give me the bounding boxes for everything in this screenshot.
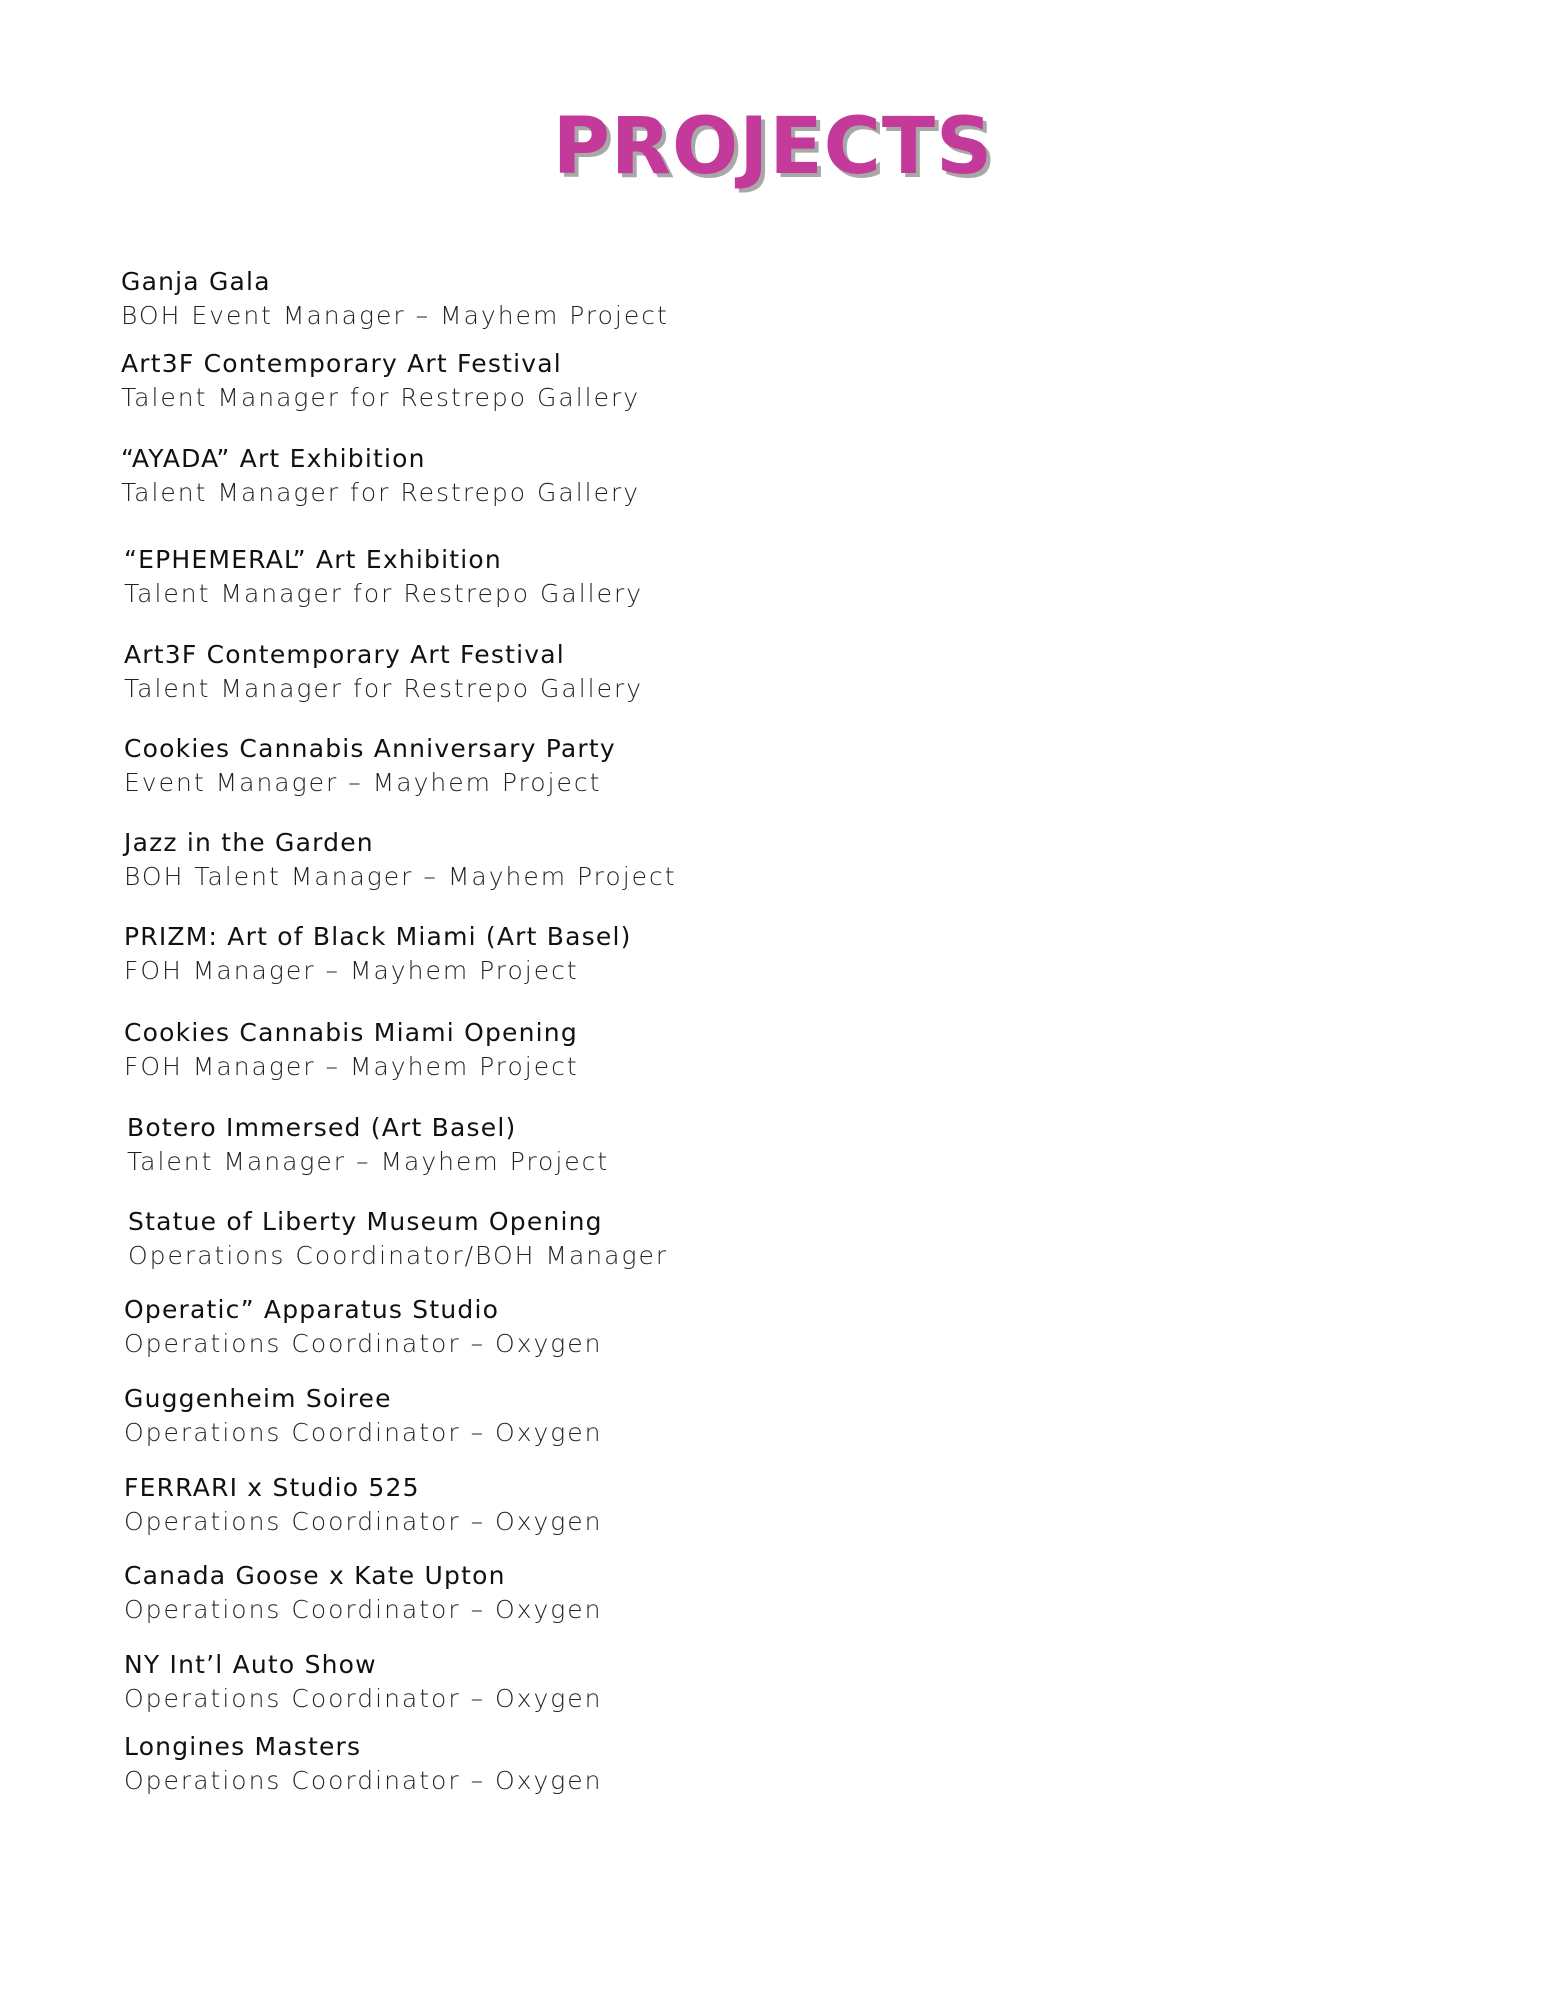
project-name: Statue of Liberty Museum Opening: [128, 1207, 603, 1236]
project-role: Talent Manager for Restrepo Gallery: [121, 383, 641, 412]
project-role: Event Manager – Mayhem Project: [124, 768, 602, 797]
project-role: Operations Coordinator – Oxygen: [124, 1595, 603, 1624]
project-role: BOH Event Manager – Mayhem Project: [121, 301, 669, 330]
project-role: Talent Manager for Restrepo Gallery: [121, 478, 641, 507]
project-role: FOH Manager – Mayhem Project: [124, 956, 579, 985]
project-role: Operations Coordinator – Oxygen: [124, 1329, 603, 1358]
project-name: “AYADA” Art Exhibition: [121, 444, 426, 473]
project-name: PRIZM: Art of Black Miami (Art Basel): [124, 922, 632, 951]
project-role: Talent Manager for Restrepo Gallery: [124, 674, 644, 703]
project-name: Botero Immersed (Art Basel): [127, 1113, 517, 1142]
project-name: Longines Masters: [124, 1732, 362, 1761]
project-role: FOH Manager – Mayhem Project: [124, 1052, 579, 1081]
project-role: Operations Coordinator/BOH Manager: [128, 1241, 669, 1270]
project-role: Operations Coordinator – Oxygen: [124, 1418, 603, 1447]
project-name: Art3F Contemporary Art Festival: [121, 349, 562, 378]
project-role: Operations Coordinator – Oxygen: [124, 1507, 603, 1536]
project-role: Talent Manager – Mayhem Project: [127, 1147, 610, 1176]
project-name: Cookies Cannabis Miami Opening: [124, 1018, 578, 1047]
project-role: Talent Manager for Restrepo Gallery: [124, 579, 644, 608]
page-title: PROJECTS: [552, 102, 994, 192]
project-name: Guggenheim Soiree: [124, 1384, 392, 1413]
project-name: “EPHEMERAL” Art Exhibition: [124, 545, 502, 574]
project-name: Cookies Cannabis Anniversary Party: [124, 734, 616, 763]
project-name: Art3F Contemporary Art Festival: [124, 640, 565, 669]
project-role: Operations Coordinator – Oxygen: [124, 1766, 603, 1795]
project-name: Ganja Gala: [121, 267, 271, 296]
project-name: FERRARI x Studio 525: [124, 1473, 420, 1502]
project-name: Canada Goose x Kate Upton: [124, 1561, 506, 1590]
project-name: Jazz in the Garden: [124, 828, 374, 857]
project-name: NY Int’l Auto Show: [124, 1650, 377, 1679]
project-role: Operations Coordinator – Oxygen: [124, 1684, 603, 1713]
project-name: Operatic” Apparatus Studio: [124, 1295, 500, 1324]
project-role: BOH Talent Manager – Mayhem Project: [124, 862, 677, 891]
